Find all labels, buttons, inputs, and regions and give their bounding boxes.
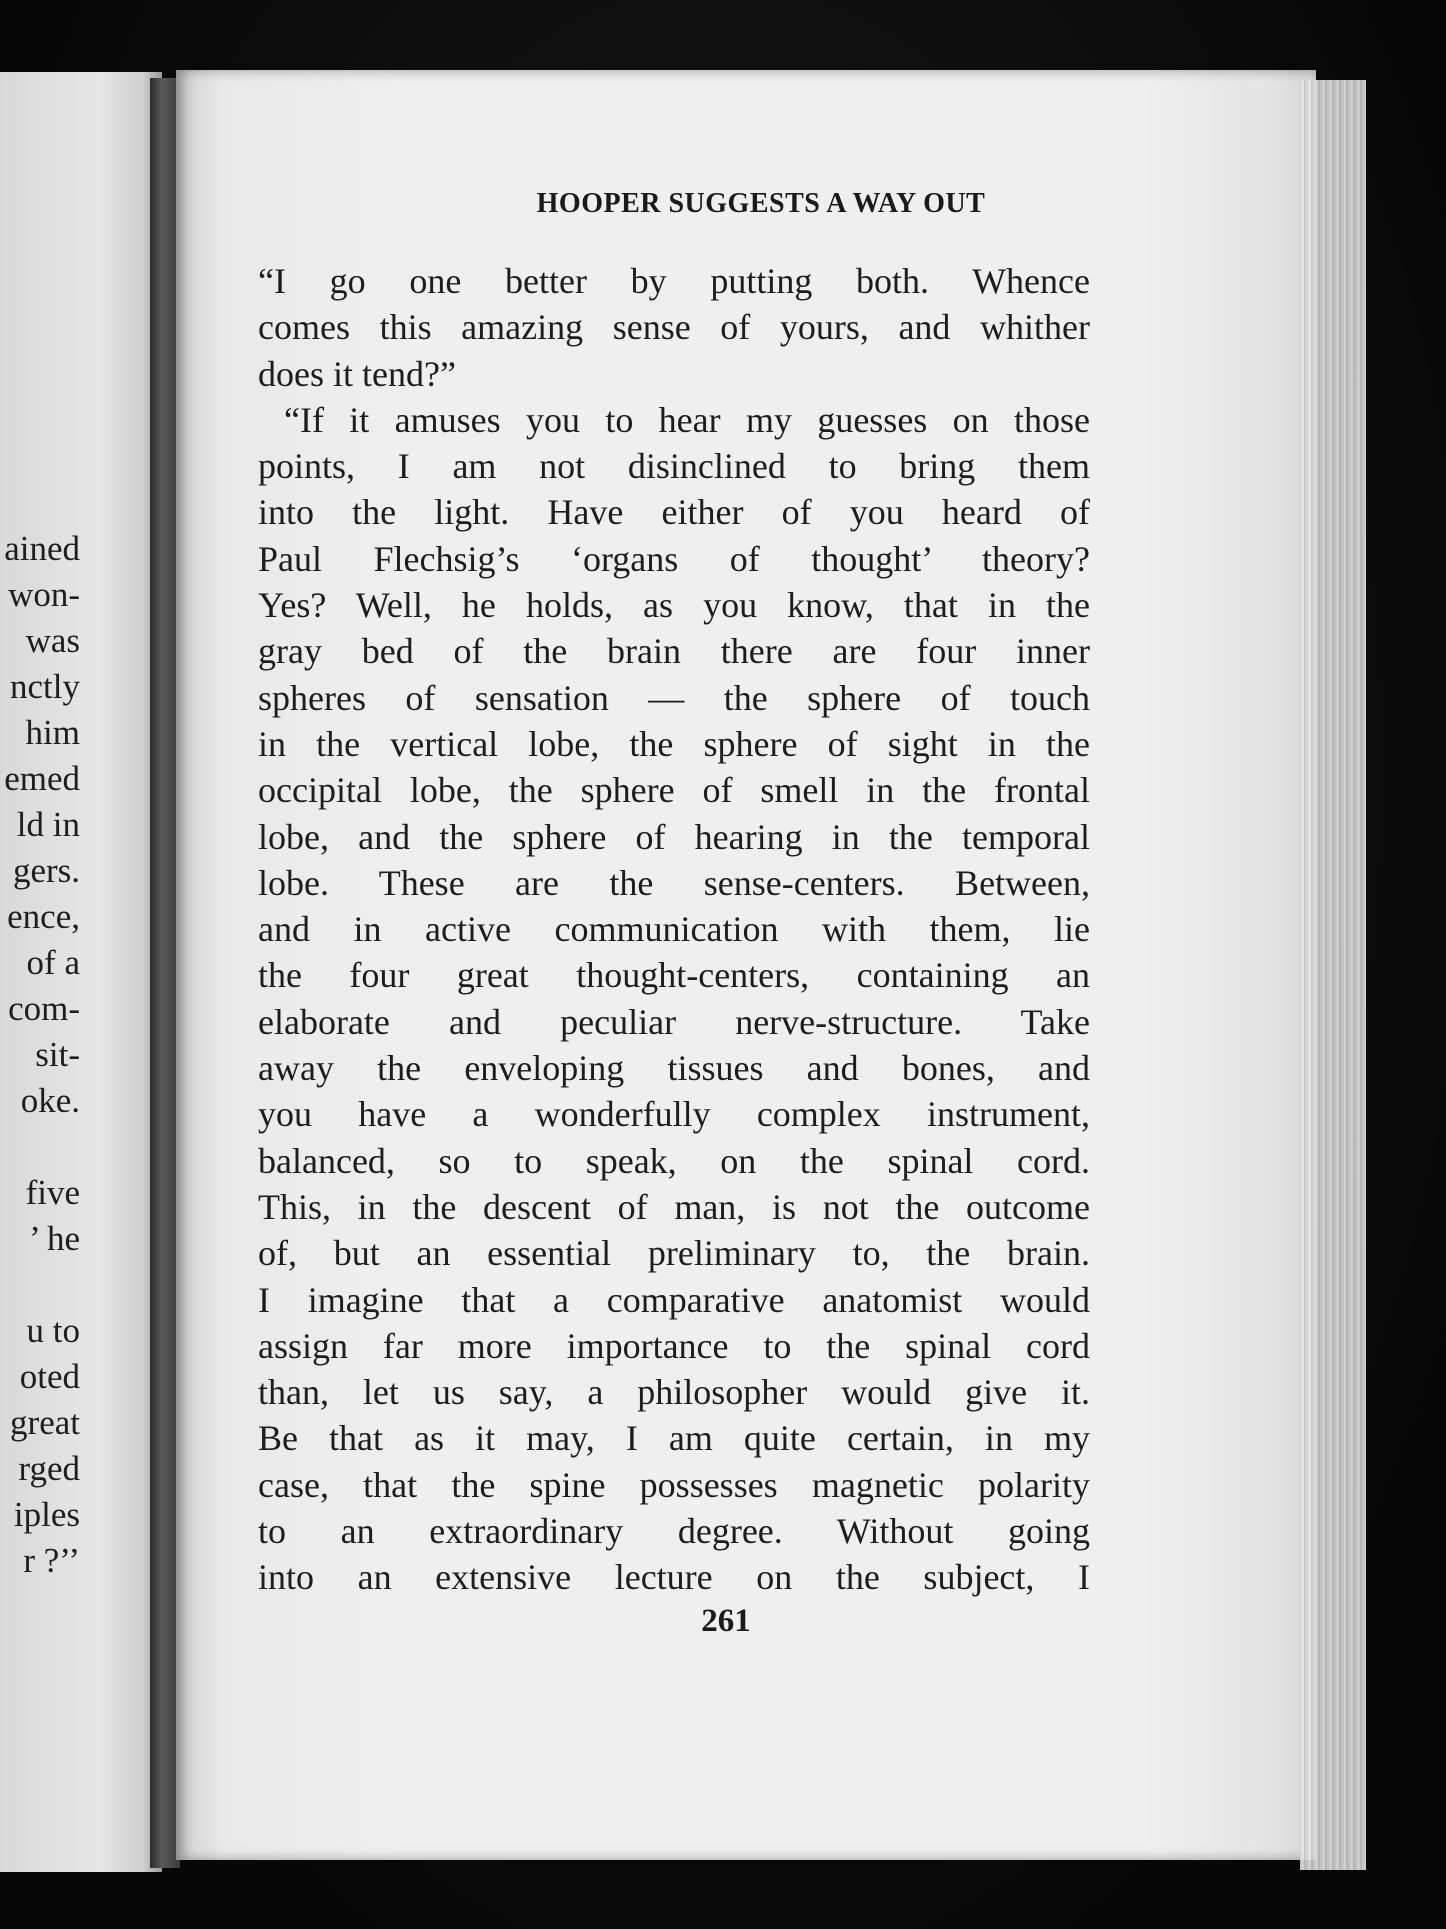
text-line: comes this amazing sense of yours, and whither	[258, 307, 1090, 348]
text-line: I imagine that a comparative anatomist would	[258, 1279, 1090, 1320]
left-page-fragment: com-	[8, 989, 80, 1028]
text-line: of, but an essential preliminary to, the brain.	[258, 1233, 1090, 1274]
text-line: lobe, and the sphere of hearing in the temporal	[258, 816, 1090, 857]
left-page-fragment: of a	[26, 943, 80, 982]
left-page-fragment: sit-	[35, 1035, 80, 1074]
text-line: assign far more importance to the spinal cord	[258, 1325, 1090, 1366]
text-line: occipital lobe, the sphere of smell in the frontal	[258, 770, 1090, 811]
left-page-fragment: oted	[19, 1357, 80, 1396]
previous-page	[0, 72, 162, 1872]
text-line: away the enveloping tissues and bones, and	[258, 1048, 1090, 1089]
page-number-text: 261	[701, 1603, 751, 1639]
text-line: into an extensive lecture on the subject, I	[258, 1557, 1090, 1598]
left-page-fragment: won-	[8, 575, 80, 614]
left-page-fragment: r ?’’	[23, 1541, 80, 1580]
text-line: gray bed of the brain there are four inner	[258, 631, 1090, 672]
text-line: to an extraordinary degree. Without going	[258, 1511, 1090, 1552]
page-edges	[1300, 80, 1366, 1870]
text-line: “I go one better by putting both. Whence	[258, 261, 1090, 301]
page-number	[0, 1603, 1446, 1640]
left-page-fragment: gers.	[12, 851, 80, 890]
left-page-fragment: ained	[4, 529, 80, 568]
left-page-fragment: was	[25, 621, 80, 660]
left-page-fragment: him	[25, 713, 80, 752]
left-page-fragment: rged	[18, 1449, 80, 1488]
text-line: Yes? Well, he holds, as you know, that in the	[258, 585, 1090, 626]
left-page-fragment: iples	[13, 1495, 80, 1534]
text-line: spheres of sensation — the sphere of touch	[258, 677, 1090, 718]
text-line: balanced, so to speak, on the spinal cord.	[258, 1140, 1090, 1181]
text-line: into the light. Have either of you heard of	[258, 492, 1090, 533]
text-line: case, that the spine possesses magnetic polarity	[258, 1464, 1090, 1505]
text-line: Paul Flechsig’s ‘organs of thought’ theory?	[258, 538, 1090, 579]
body-text	[258, 258, 1090, 1601]
text-line: Be that as it may, I am quite certain, in my	[258, 1418, 1090, 1459]
text-line: and in active communication with them, lie	[258, 909, 1090, 950]
text-line: This, in the descent of man, is not the outcome	[258, 1186, 1090, 1227]
left-page-fragment: nctly	[10, 667, 80, 706]
left-page-fragment: emed	[4, 759, 80, 798]
text-line: in the vertical lobe, the sphere of sight in the	[258, 723, 1090, 764]
text-line: lobe. These are the sense-centers. Between,	[258, 862, 1090, 903]
text-line: does it tend?”	[258, 353, 456, 394]
running-head-text: HOOPER SUGGESTS A WAY OUT	[536, 188, 986, 219]
text-line: elaborate and peculiar nerve-structure. Take	[258, 1001, 1090, 1042]
left-page-fragment: oke.	[20, 1081, 80, 1120]
text-line: you have a wonderfully complex instrument,	[258, 1094, 1090, 1135]
left-page-fragment: ence,	[7, 897, 80, 936]
text-line: “If it amuses you to hear my guesses on those	[284, 399, 1090, 440]
left-page-fragment: ’ he	[29, 1219, 80, 1258]
text-line: than, let us say, a philosopher would give it.	[258, 1372, 1090, 1413]
text-line: the four great thought-centers, containing an	[258, 955, 1090, 996]
text-line: points, I am not disinclined to bring them	[258, 446, 1090, 487]
left-page-fragment: u to	[26, 1311, 80, 1350]
left-page-fragment: ld in	[16, 805, 80, 844]
running-head	[0, 188, 1446, 220]
left-page-fragment: great	[10, 1403, 80, 1442]
left-page-fragment: five	[25, 1173, 80, 1212]
